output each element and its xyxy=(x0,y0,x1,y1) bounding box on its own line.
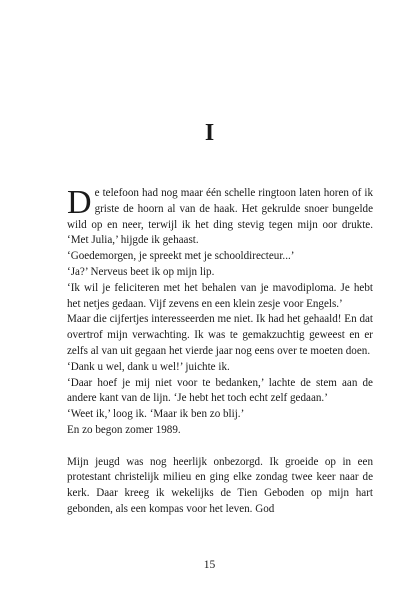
drop-cap: D xyxy=(67,184,92,221)
paragraph: ‘Ik wil je feliciteren met het behalen van je mavodiploma. Je hebt het netjes gedaan. Vijf zevens en een klein zesje voor Engels.’ xyxy=(67,281,373,310)
paragraph: ‘Goedemorgen, je spreekt met je schooldirecteur...’ xyxy=(67,250,295,263)
paragraph: Mijn jeugd was nog heerlijk onbezorgd. Ik groeide op in een protestant christelijk milieu en ging elke zondag twee keer naar de kerk. Daar kreeg ik wekelijks de Tien Geboden op mijn hart gebonden, als een kompas voor het leven. God xyxy=(67,455,373,515)
chapter-text xyxy=(67,186,373,518)
paragraph: ‘Daar hoef je mij niet voor te bedanken,’ lachte de stem aan de andere kant van de lijn. ‘Je hebt het toch echt zelf gedaan.’ xyxy=(67,376,373,405)
paragraph: Maar die cijfertjes interesseerden me niet. Ik had het gehaald! En dat overtrof mijn verwachting. Ik was te gemakzuchtig geweest en er zelfs al van uit gegaan het vierde jaar nog eens over te moeten doen. xyxy=(67,313,373,357)
opening-paragraph xyxy=(67,186,373,249)
opening-text: e telefoon had nog maar één schelle ringtoon laten horen of ik griste de hoorn al van de haak. Het gekrulde snoer bungelde wild op en neer, terwijl ik het ding stevig tegen mijn oor drukte. ‘Met Julia,’ hijgde ik gehaast. xyxy=(67,187,373,247)
paragraph: ‘Weet ik,’ loog ik. ‘Maar ik ben zo blij.’ xyxy=(67,408,245,421)
paragraph: ‘Dank u wel, dank u wel!’ juichte ik. xyxy=(67,360,230,373)
chapter-number: I xyxy=(204,120,215,146)
paragraph: ‘Ja?’ Nerveus beet ik op mijn lip. xyxy=(67,265,215,278)
paragraph: En zo begon zomer 1989. xyxy=(67,423,181,436)
page-number: 15 xyxy=(203,559,216,571)
